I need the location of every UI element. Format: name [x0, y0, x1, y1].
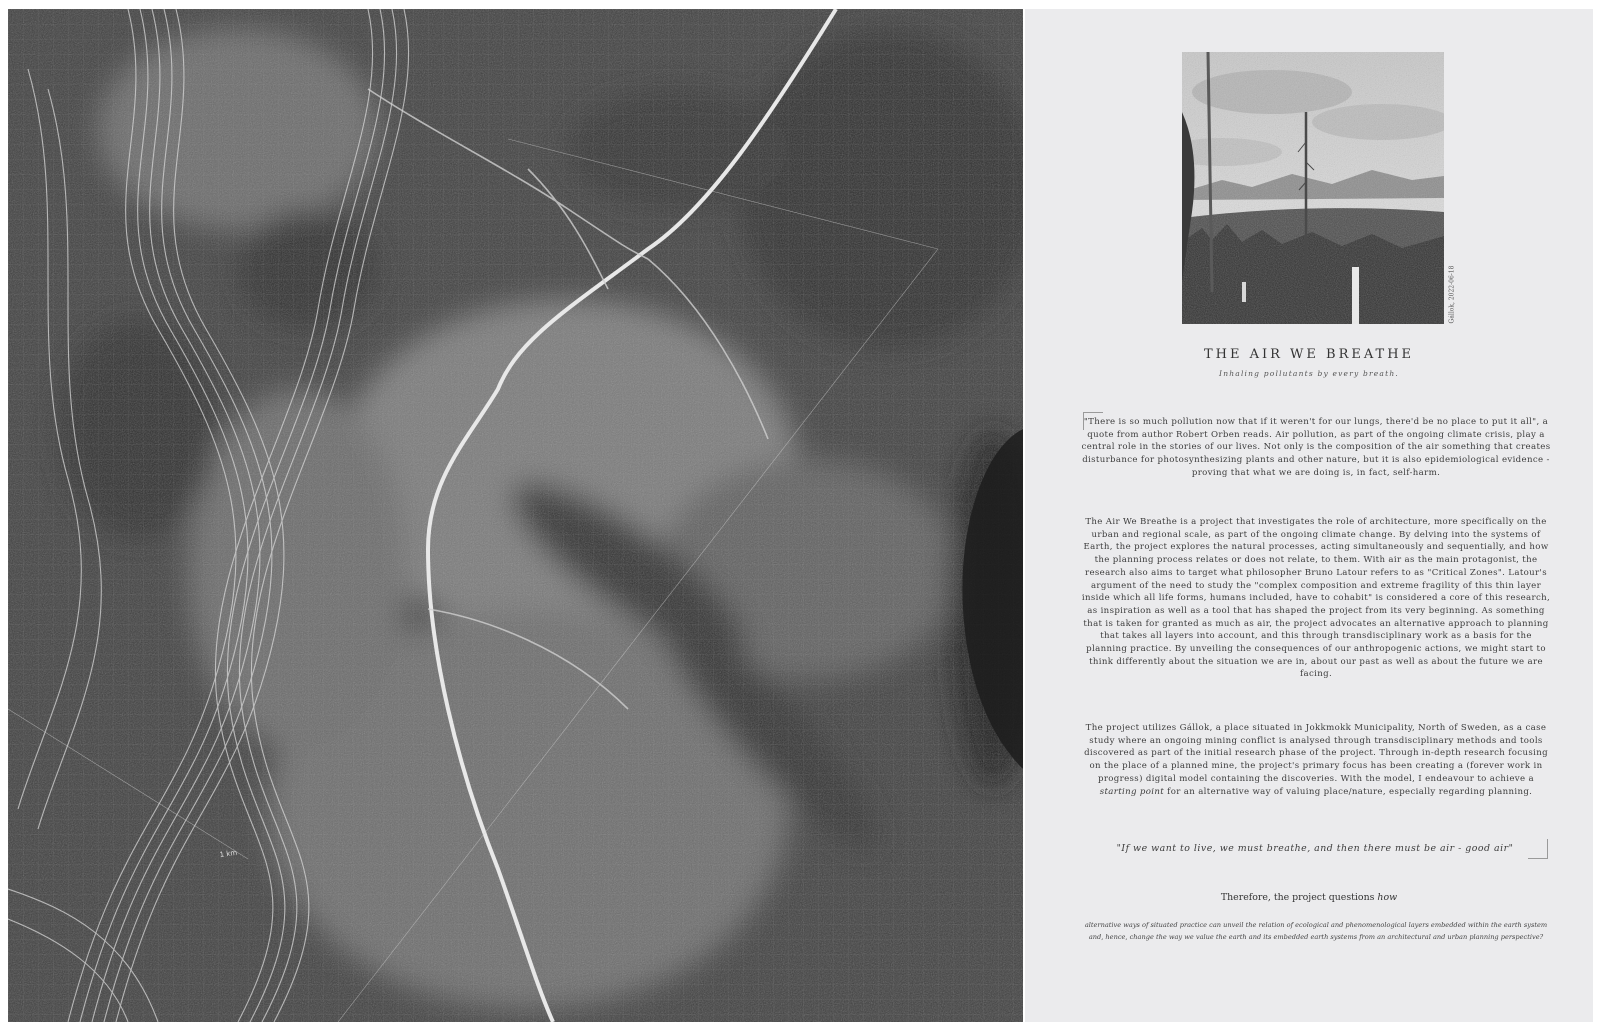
text-panel — [1025, 9, 1593, 1022]
question-lead: Therefore, the project questions how — [1220, 892, 1398, 903]
paragraph-intro: "There is so much pollution now that if it weren't for our lungs, there'd be no place to put it all", a quote from author Robert Orben reads. Air pollution, as part of the ongoing climate crisis, play a central role in the stories of our lives. Not only is the composition of the air something that creates disturbance for photosynthesizing plants and other nature, but it is also epidemiological evidence - proving that what we are doing is, in fact, self-harm. — [1081, 417, 1551, 478]
article-subtitle: Inhaling pollutants by every breath. — [1219, 369, 1399, 378]
landscape-photo-image — [1182, 52, 1444, 324]
paragraph-project: The Air We Breathe is a project that investigates the role of architecture, more specifically on the urban and regional scale, as part of the ongoing climate change. By delving into the systems of Earth, the project explores the natural processes, acting simultaneously and sequentially, and how the planning process relates or does not relate, to them. With air as the main protagonist, the research also aims to target what philosopher Bruno Latour refers to as "Critical Zones". Latour's argument of the need to study the "complex composition and extreme fragility of this thin layer inside which all life forms, humans included, have to cohabit" is considered a core of this research, as inspiration as well as a tool that has shaped the project from its very beginning. As something that is taken for granted as much as air, the project advocates an alternative approach to planning that takes all layers into account, and this through transdisciplinary work as a basis for the planning practice. By unveiling the consequences of our anthropogenic actions, we might start to think differently about the situation we are in, about our past as well as about the future we are facing. — [1081, 517, 1551, 680]
pull-quote: "If we want to live, we must breathe, and then there must be air - good air" — [1116, 843, 1514, 854]
paragraph-case-study: The project utilizes Gállok, a place situated in Jokkmokk Municipality, North of Sweden, as a case study where an ongoing mining conflict is analysed through transdisciplinary methods and tools discovered as part of the initial research phase of the project. Through in-depth research focusing on the place of a planned mine, the project's primary focus has been creating a (forever work in progress) digital model containing the discoveries. With the model, I endeavour to achieve a starting point for an alternative way of valuing place/nature, especially regarding planning. — [1084, 723, 1548, 797]
bracket-bottom-right — [1528, 839, 1548, 859]
map-grid — [8, 9, 1023, 1022]
aerial-map-image — [8, 9, 1023, 1022]
aerial-map — [8, 9, 1023, 1022]
research-question: alternative ways of situated practice can unveil the relation of ecological and phenomenological layers embedded within the earth system and, hence, change the way we value the earth and its embedded earth systems from an architectural and urban planning perspective? — [1084, 921, 1548, 942]
article-title: THE AIR WE BREATHE — [1203, 347, 1415, 362]
photo-caption: Gállok, 2022-06-18 — [1448, 265, 1456, 323]
scale-label: 1 km — [219, 848, 238, 859]
landscape-photo — [1182, 52, 1444, 324]
